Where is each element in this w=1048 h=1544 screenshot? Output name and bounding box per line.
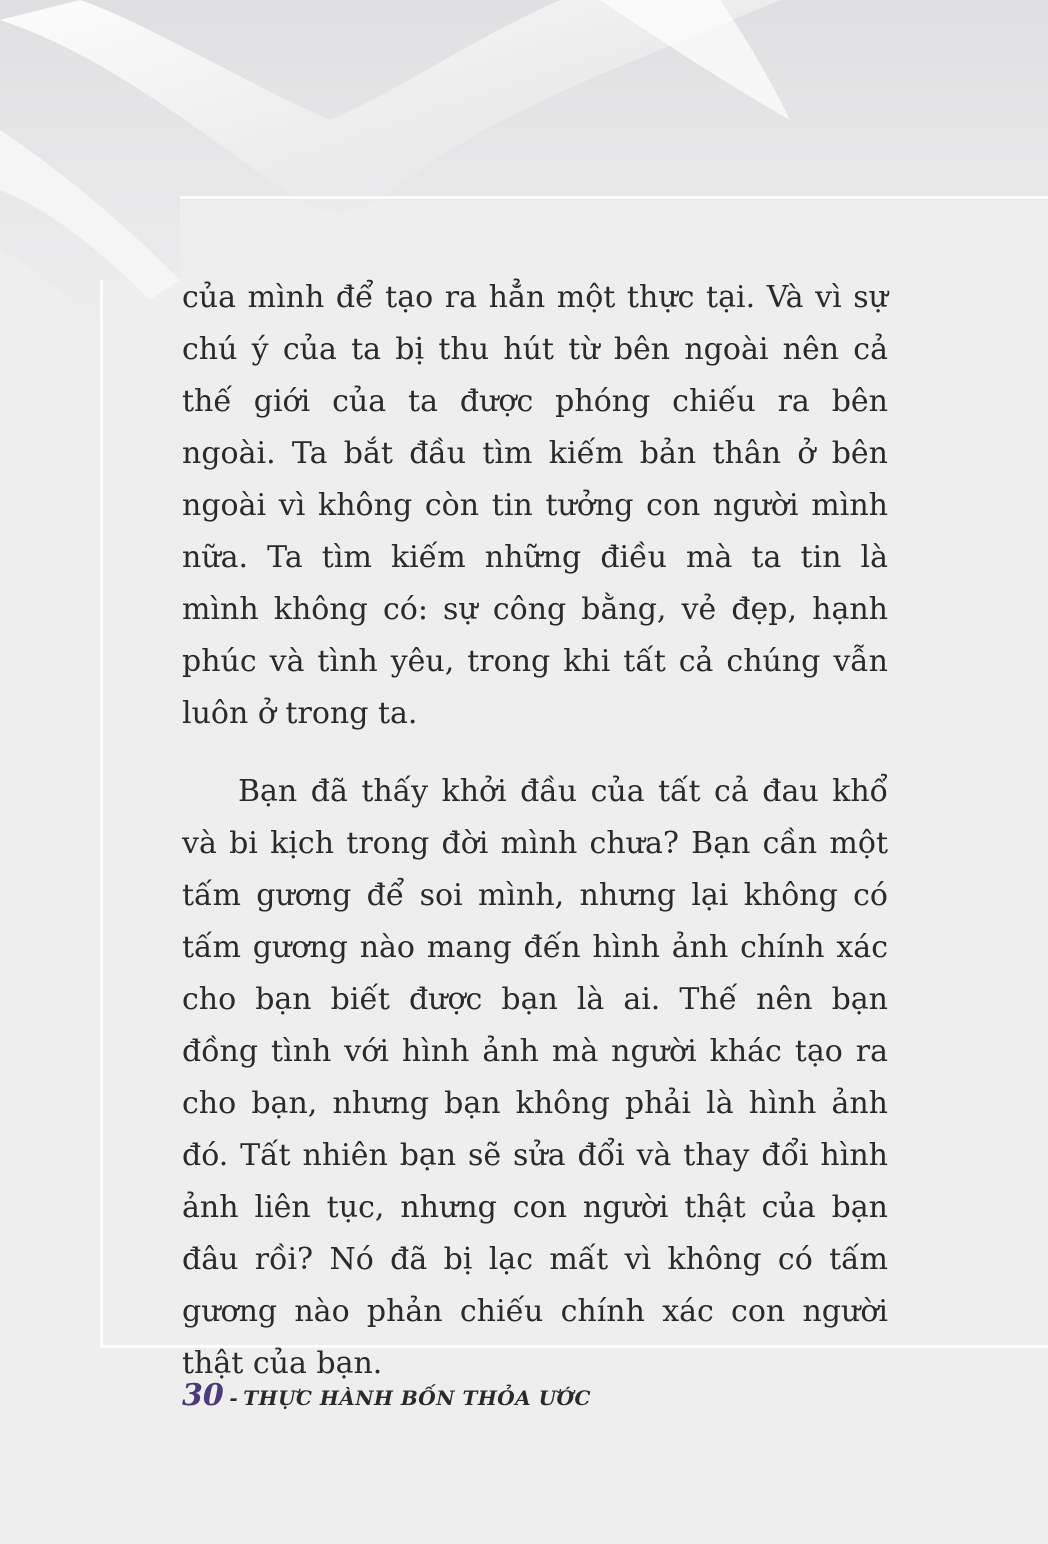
paragraph-2: Bạn đã thấy khởi đầu của tất cả đau khổ và bi kịch trong đời mình chưa? Bạn cần một tấm gương để soi mình, nhưng lại không có tấm gương nào mang đến hình ảnh chính xác cho bạn biết được bạn là ai. Thế nên bạn đồng tình với hình ảnh mà người khác tạo ra cho bạn, nhưng bạn không phải là hình ảnh đó. Tất nhiên bạn sẽ sửa đổi và thay đổi hình ảnh liên tục, nhưng con người thật của bạn đâu rồi? Nó đã bị lạc mất vì không có tấm gương nào phản chiếu chính xác con người thật của bạn. — [182, 774, 888, 1381]
footer-separator: - — [229, 1386, 238, 1410]
body-text — [182, 272, 888, 1390]
frame-line-top — [180, 196, 1048, 199]
frame-line-left — [100, 280, 103, 1348]
running-book-title: THỰC HÀNH BỐN THỎA ƯỚC — [243, 1386, 591, 1410]
page-footer — [182, 1378, 591, 1413]
page-number: 30 — [182, 1378, 224, 1413]
paragraph-1: của mình để tạo ra hẳn một thực tại. Và vì sự chú ý của ta bị thu hút từ bên ngoài nên cả thế giới của ta được phóng chiếu ra bên ngoài. Ta bắt đầu tìm kiếm bản thân ở bên ngoài vì không còn tin tưởng con người mình nữa. Ta tìm kiếm những điều mà ta tin là mình không có: sự công bằng, vẻ đẹp, hạnh phúc và tình yêu, trong khi tất cả chúng vẫn luôn ở trong ta. — [182, 280, 888, 731]
